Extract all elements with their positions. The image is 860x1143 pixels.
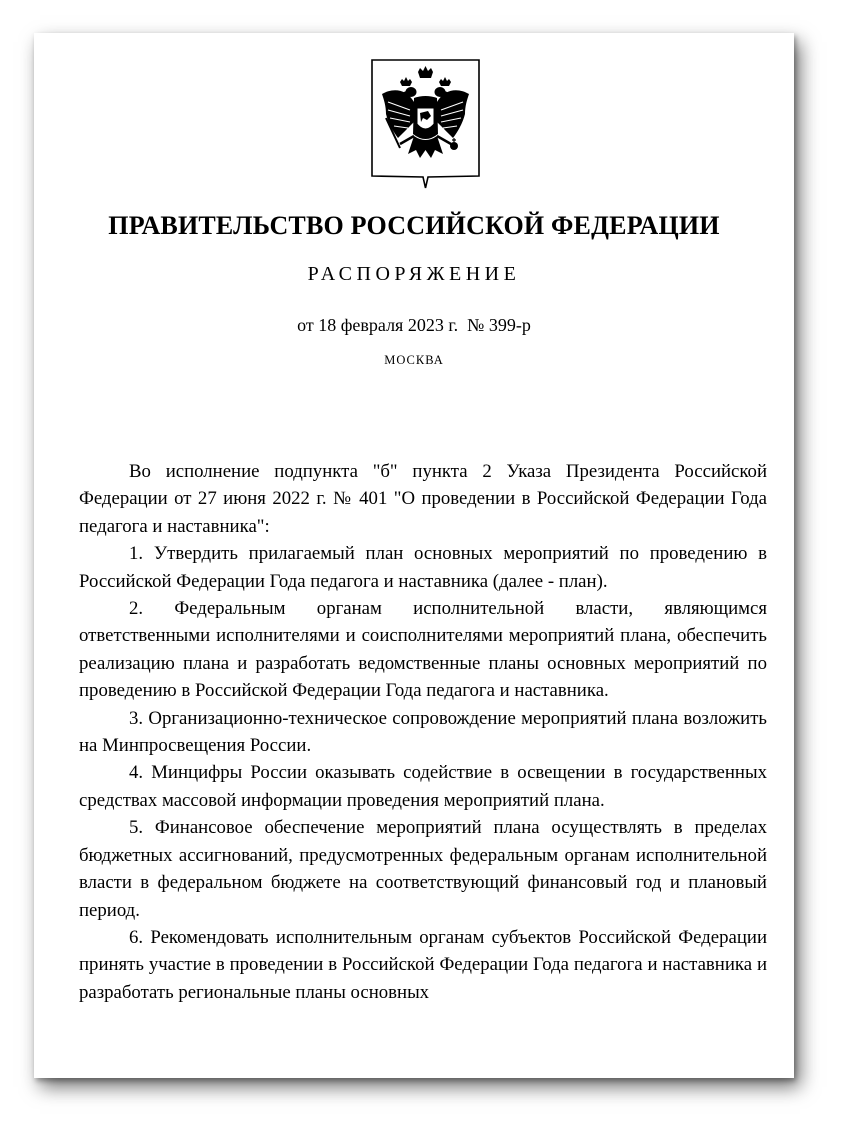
document-type: РАСПОРЯЖЕНИЕ [307, 263, 521, 285]
clause-6: 6. Рекомендовать исполнительным органам субъектов Российской Федерации принять участие в проведении в Российской Федерации Года педагога и наставника и разработать региональные планы основных [79, 926, 767, 1003]
document-page [34, 33, 794, 1078]
russian-coat-of-arms-icon [370, 58, 481, 190]
clause-5: 5. Финансовое обеспечение мероприятий плана осуществлять в пределах бюджетных ассигнований, предусмотренных федеральным органам исполнительной власти в федеральном бюджете на соответствующий финансовый год и плановый период. [79, 817, 767, 921]
clause-2: 2. Федеральным органам исполнительной власти, являющимся ответственными исполнителями и соисполнителями мероприятий плана, обеспечить реализацию плана и разработать ведомственные планы основных мероприятий по проведению в Российской Федерации Года педагога и наставника. [79, 598, 767, 702]
clause-3: 3. Организационно-техническое сопровождение мероприятий плана возложить на Минпросвещения России. [79, 707, 767, 757]
preamble-paragraph: Во исполнение подпункта "б" пункта 2 Указа Президента Российской Федерации от 27 июня 2022 г. № 401 "О проведении в Российской Федерации Года педагога и наставника": [79, 461, 767, 537]
document-city: МОСКВА [384, 353, 444, 367]
government-title: ПРАВИТЕЛЬСТВО РОССИЙСКОЙ ФЕДЕРАЦИИ [108, 211, 720, 240]
document-body [79, 458, 767, 1006]
clause-4: 4. Минцифры России оказывать содействие в освещении в государственных средствах массовой информации проведения мероприятий плана. [79, 762, 767, 811]
clause-1: 1. Утвердить прилагаемый план основных мероприятий по проведению в Российской Федерации Года педагога и наставника (далее - план). [79, 543, 767, 592]
document-date-number: от 18 февраля 2023 г. № 399-р [297, 315, 531, 335]
